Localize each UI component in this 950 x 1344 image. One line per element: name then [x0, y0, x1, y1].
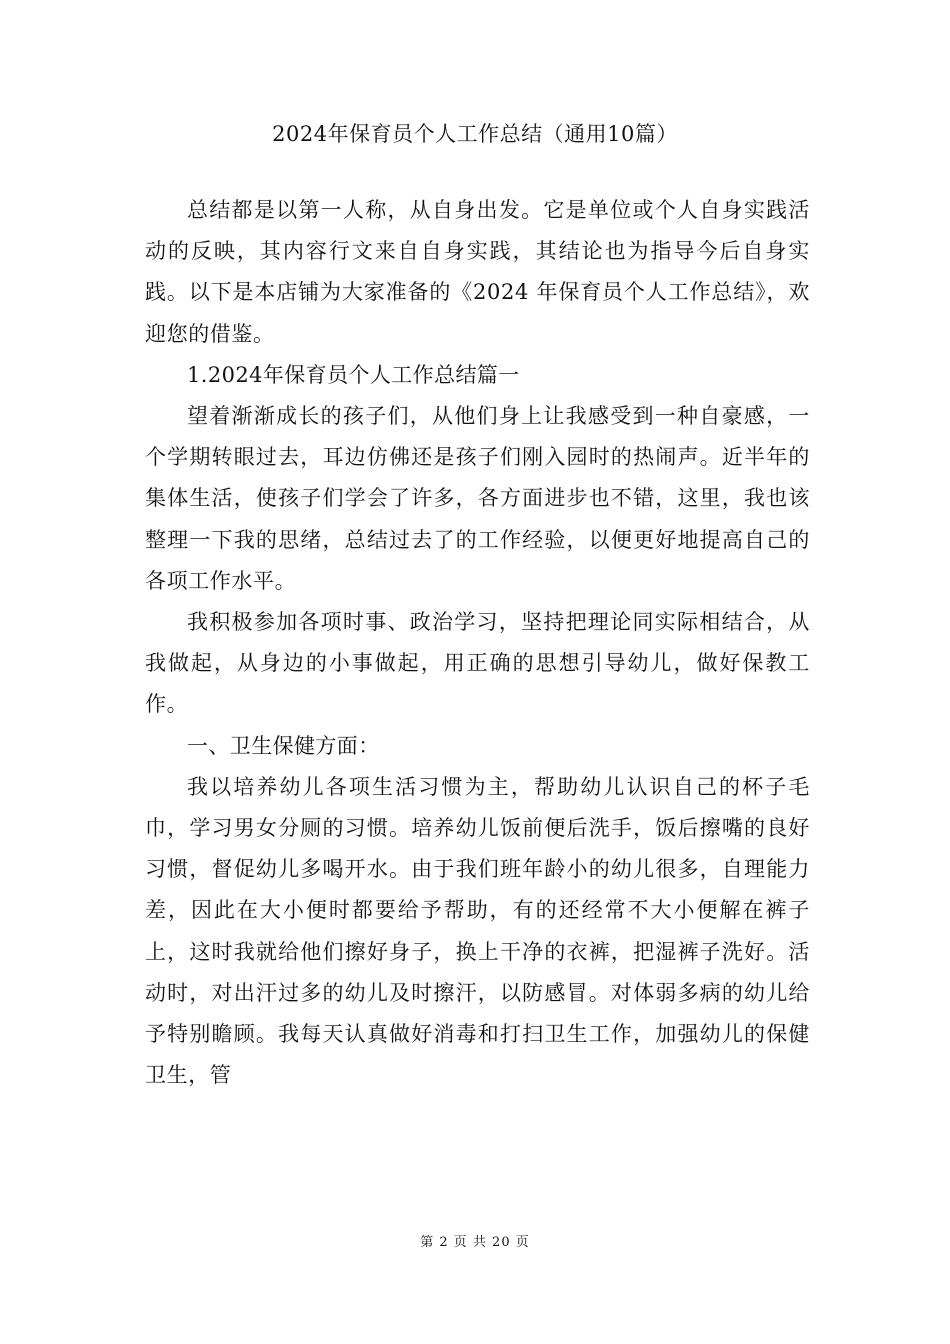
paragraph-3: 我以培养幼儿各项生活习惯为主，帮助幼儿认识自己的杯子毛巾，学习男女分厕的习惯。培养幼儿饭前便后洗手，饭后擦嘴的良好习惯，督促幼儿多喝开水。由于我们班年龄小的幼儿很多，自理能力差，因此在大小便时都要给予帮助，有的还经常不大小便解在裤子上，这时我就给他们擦好身子，换上干净的衣裤，把湿裤子洗好。活动时，对出汗过多的幼儿及时擦汗，以防感冒。对体弱多病的幼儿给予特别瞻顾。我每天认真做好消毒和打扫卫生工作，加强幼儿的保健卫生，管	[145, 774, 810, 1088]
page-footer: 第 2 页 共 20 页	[420, 1235, 530, 1250]
paragraph-1: 望着渐渐成长的孩子们，从他们身上让我感受到一种自豪感，一个学期转眼过去，耳边仿佛还是孩子们刚入园时的热闹声。近半年的集体生活，使孩子们学会了许多，各方面进步也不错，这里，我也该整理一下我的思绪，总结过去了的工作经验，以便更好地提高自己的各项工作水平。	[145, 404, 810, 593]
document-body	[145, 190, 810, 1096]
document-title: 2024年保育员个人工作总结（通用10篇）	[272, 122, 678, 146]
paragraph-2: 我积极参加各项时事、政治学习，坚持把理论同实际相结合，从我做起，从身边的小事做起，用正确的思想引导幼儿，做好保教工作。	[145, 610, 810, 717]
section-heading-1: 1.2024年保育员个人工作总结篇一	[187, 362, 520, 387]
paragraph-intro: 总结都是以第一人称，从自身出发。它是单位或个人自身实践活动的反映，其内容行文来自自身实践，其结论也为指导今后自身实践。以下是本店铺为大家准备的《2024 年保育员个人工作总结》，欢迎您的借鉴。	[145, 198, 810, 346]
subheading-hygiene: 一、卫生保健方面：	[187, 733, 380, 758]
